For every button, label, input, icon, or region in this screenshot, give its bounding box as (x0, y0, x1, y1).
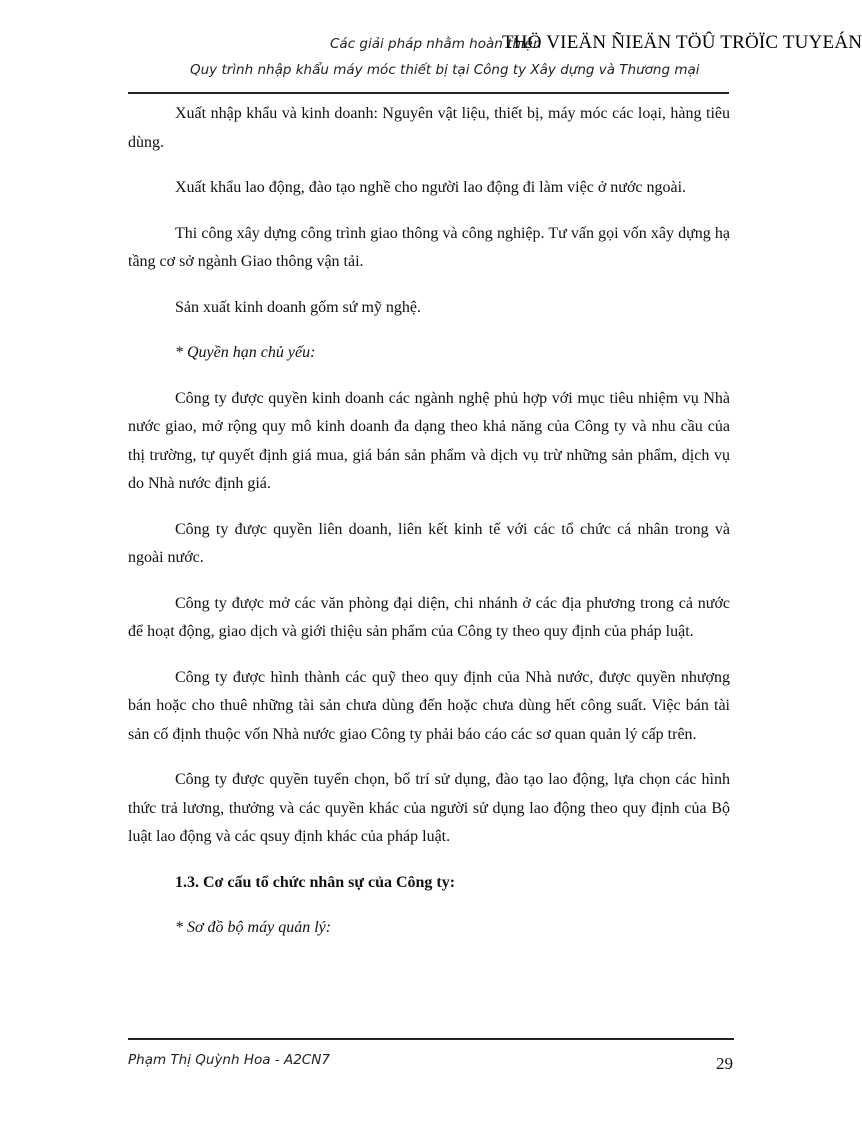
paragraph-offices: Công ty được mở các văn phòng đại diện, chi nhánh ở các địa phương trong cả nước để hoạt động, giao dịch và giới thiệu sản phẩm của Công ty theo quy định của pháp luật. (128, 594, 730, 640)
section-heading-org-structure: 1.3. Cơ cấu tổ chức nhân sự của Công ty: (175, 873, 456, 891)
paragraph-construction: Thi công xây dựng công trình giao thông và công nghiệp. Tư vấn gọi vốn xây dựng hạ tầng cơ sở ngành Giao thông vận tải. (128, 224, 730, 270)
section-heading-powers: * Quyền hạn chủ yếu: (175, 344, 316, 361)
page-number: 29 (716, 1054, 733, 1073)
paragraph-business-rights: Công ty được quyền kinh doanh các ngành nghệ phủ hợp với mục tiêu nhiệm vụ Nhà nước giao, mở rộng quy mô kinh doanh đa dạng theo khả năng của Công ty và nhu cầu của thị trường, tự quyết định giá mua, giá bán sản phẩm và dịch vụ trừ những sản phẩm, dịch vụ do Nhà nước định giá. (128, 389, 730, 492)
paragraph-recruitment: Công ty được quyền tuyển chọn, bố trí sử dụng, đào tạo lao động, lựa chọn các hình thức trả lương, thưởng và các quyền khác của người sử dụng lao động theo quy định của Bộ luật lao động và các qsuy định khác của pháp luật. (128, 771, 730, 845)
paragraph-joint-venture: Công ty được quyền liên doanh, liên kết kinh tế với các tổ chức cá nhân trong và ngoài nước. (128, 520, 730, 566)
header-subtitle: Các giải pháp nhằm hoàn thiện (330, 36, 542, 52)
paragraph-ceramics: Sản xuất kinh doanh gốm sứ mỹ nghệ. (175, 298, 421, 316)
header-title: Quy trình nhập khẩu máy móc thiết bị tại Công ty Xây dựng và Thương mại (190, 62, 700, 78)
paragraph-labor-export: Xuất khẩu lao động, đào tạo nghề cho người lao động đi làm việc ở nước ngoài. (175, 179, 687, 196)
document-body (128, 100, 730, 960)
paragraph-import-export: Xuất nhập khẩu và kinh doanh: Nguyên vật liệu, thiết bị, máy móc các loại, hàng tiêu dùng. (128, 105, 730, 151)
footer-author: Phạm Thị Quỳnh Hoa - A2CN7 (128, 1052, 330, 1068)
paragraph-funds: Công ty được hình thành các quỹ theo quy định của Nhà nước, được quyền nhượng bán hoặc cho thuê những tài sản chưa dùng đến hoặc chưa dùng hết công suất. Việc bán tài sản cố định thuộc vốn Nhà nước giao Công ty phải báo cáo các sơ quan quản lý cấp trên. (128, 668, 730, 743)
footer-divider (128, 1038, 734, 1040)
library-watermark: THÖ VIEÄN ÑIEÄN TÖÛ TRÖÏC TUYEÁN (502, 32, 862, 53)
header-divider (128, 92, 729, 94)
section-heading-management-chart: * Sơ đồ bộ máy quản lý: (175, 919, 332, 936)
